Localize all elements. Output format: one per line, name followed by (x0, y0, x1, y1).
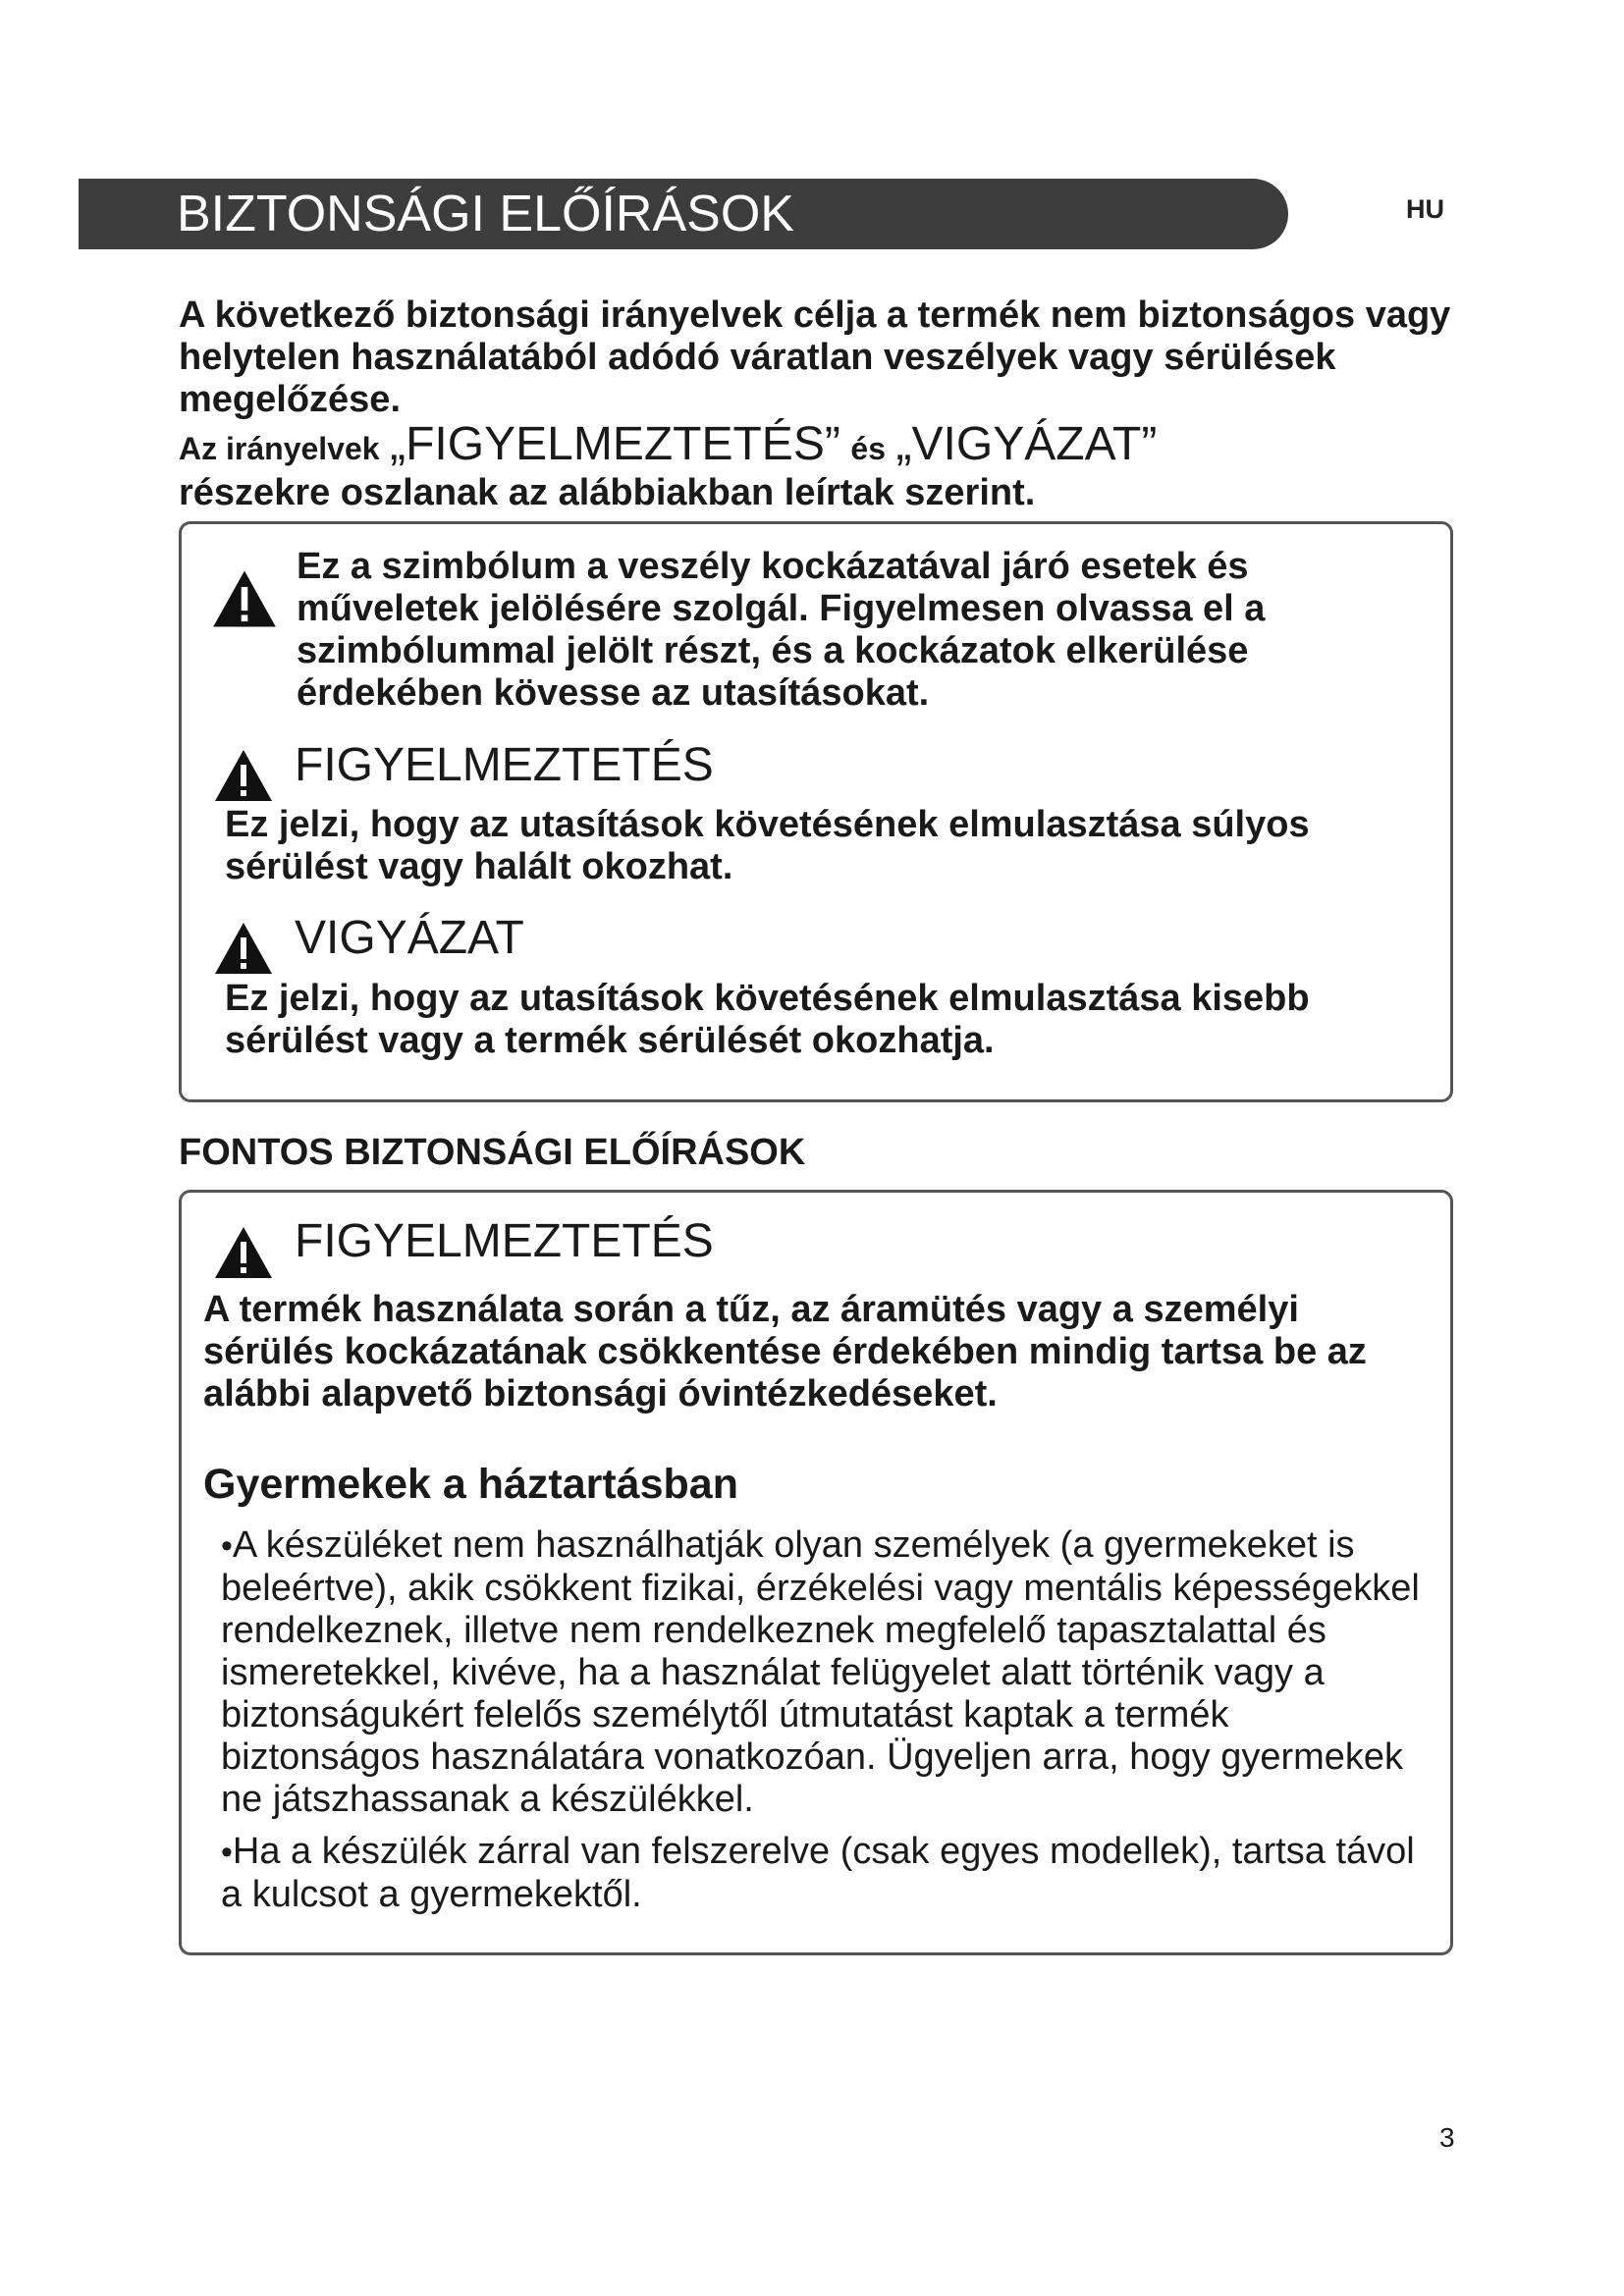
list-item (221, 1831, 1429, 1916)
list-item-text: A készüléket nem használhatják olyan személyek (a gyermekeket is beleértve), akik csökkent fizikai, érzékelési vagy mentális képességekkel rendelkeznek, illetve nem rendelkeznek megfelelő tapasztalattal és ismeretekkel, kivéve, ha a használat felügyelet alatt történik vagy a biztonságukért felelős személytől útmutatást kaptak a termék biztonságos használatára vonatkozóan. Ügyeljen arra, hogy gyermekek ne játszhassanak a készülékkel. (221, 1524, 1420, 1820)
intro-line-2 (179, 418, 1455, 472)
section-header-bar (79, 179, 1288, 249)
warning-triangle-icon (213, 921, 274, 976)
intro-warning-word: „FIGYELMEZTETÉS” (390, 418, 840, 470)
symbol-explanation-box (179, 521, 1453, 1102)
caution-description: Ez jelzi, hogy az utasítások követésének elmulasztása kisebb sérülést vagy a termék sérülését okozhatja. (225, 978, 1310, 1061)
list-item-text: Ha a készülék zárral van felszerelve (csak egyes modellek), tartsa távol a kulcsot a gyermekektől. (221, 1831, 1415, 1915)
bullet-dot: • (221, 1834, 233, 1871)
caution-title: VIGYÁZAT (295, 912, 524, 964)
children-subheading: Gyermekek a háztartásban (203, 1461, 738, 1508)
intro-line-3: részekre oszlanak az alábbiakban leírtak szerint. (179, 472, 1036, 513)
important-warning-text: A termék használata során a tűz, az áramütés vagy a személyi sérülés kockázatának csökkentése érdekében mindig tartsa be az alábbi alapvető biztonsági óvintézkedéseket. (203, 1289, 1367, 1415)
language-code: HU (1406, 194, 1444, 224)
warning-triangle-icon (213, 1225, 274, 1280)
important-warning-title: FIGYELMEZTETÉS (295, 1215, 714, 1267)
page-number: 3 (1439, 2122, 1455, 2153)
symbol-description: Ez a szimbólum a veszély kockázatával járó esetek és műveletek jelölésére szolgál. Figyelmesen olvassa el a szimbólummal jelölt részt, és a kockázatok elkerülése érdekében kövesse az utasításokat. (297, 546, 1266, 714)
warning-title: FIGYELMEZTETÉS (295, 739, 714, 791)
warning-triangle-icon (213, 748, 274, 803)
intro-prefix: Az irányelvek (179, 431, 380, 466)
warning-description: Ez jelzi, hogy az utasítások követésének elmulasztása súlyos sérülést vagy halált okozhat. (225, 804, 1310, 887)
important-safety-title: FONTOS BIZTONSÁGI ELŐÍRÁSOK (179, 1132, 806, 1173)
bullet-dot: • (221, 1527, 233, 1565)
warning-triangle-icon (211, 568, 278, 629)
intro-line-1: A következő biztonsági irányelvek célja a termék nem biztonságos vagy helytelen használatából adódó váratlan veszélyek vagy sérülések megelőzése. (179, 294, 1451, 420)
important-safety-box (179, 1190, 1453, 1955)
intro-and-word: és (850, 431, 886, 466)
intro-caution-word: „VIGYÁZAT” (895, 418, 1158, 470)
page-title: BIZTONSÁGI ELŐÍRÁSOK (177, 186, 794, 242)
intro-text (179, 294, 1455, 514)
list-item (221, 1524, 1429, 1821)
